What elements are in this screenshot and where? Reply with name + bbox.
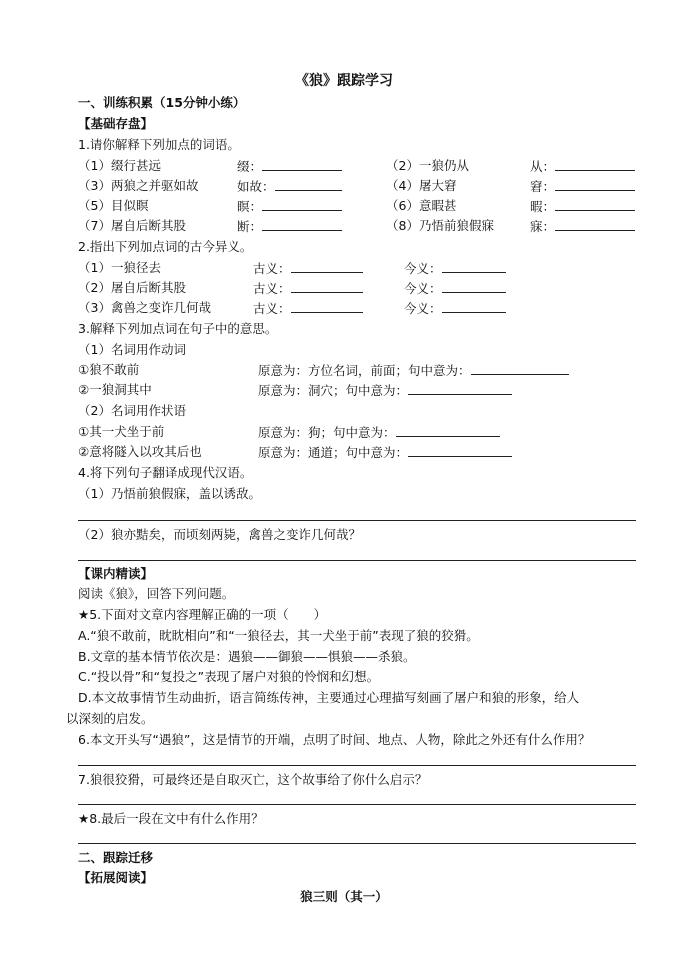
- answer-word: 如故：: [237, 179, 275, 194]
- item-phrase: 屠自后断其股: [110, 218, 186, 233]
- answer-blank[interactable]: [262, 218, 342, 231]
- answer-blank[interactable]: [555, 178, 635, 191]
- q1-answer-4: [530, 178, 635, 195]
- item-num: （3）: [78, 300, 111, 315]
- item-num: （2）: [386, 158, 419, 173]
- item-num: （1）: [78, 260, 111, 275]
- answer-word: 寐：: [530, 219, 556, 234]
- q1-item-7: [78, 218, 186, 234]
- q2-item-3: [78, 300, 211, 316]
- q1-answer-6: [530, 198, 635, 215]
- answer-blank[interactable]: [291, 260, 363, 273]
- page-title: 《狼》跟踪学习: [295, 73, 393, 89]
- q1-item-6: [386, 198, 456, 214]
- orig-meaning: 原意为：狗；句中意为：: [258, 425, 396, 440]
- q8-text: 8.最后一段在文中有什么作用？: [89, 811, 264, 826]
- item-phrase: 屠大窘: [418, 178, 457, 193]
- q2-new-3: [404, 300, 506, 317]
- q3-sub1: （1）名词用作动词: [78, 342, 186, 357]
- item-num: （1）: [78, 158, 111, 173]
- q5-stem: [78, 607, 326, 623]
- item-phrase: 缀行甚远: [110, 158, 161, 173]
- q4-sentence-1: （1）乃悟前狼假寐，盖以诱敌。: [78, 486, 261, 501]
- q2-item-2: [78, 280, 186, 296]
- q2-stem: 2.指出下列加点词的古今异义。: [78, 239, 253, 254]
- answer-word: 窘：: [530, 179, 556, 194]
- q2-old-3: [253, 300, 363, 317]
- answer-word: 暇：: [530, 199, 556, 214]
- q1-answer-3: [237, 178, 342, 195]
- reading-header: 【课内精读】: [78, 566, 154, 581]
- answer-blank[interactable]: [442, 300, 506, 313]
- answer-blank[interactable]: [275, 178, 342, 191]
- answer-blank[interactable]: [555, 218, 635, 231]
- q5-option-c: C.“投以骨”和“复投之”表现了屠户对狼的怜悯和幻想。: [78, 669, 380, 684]
- q3-a1-answer: [258, 362, 569, 379]
- answer-word: 断：: [237, 219, 263, 234]
- answer-line[interactable]: [78, 804, 636, 805]
- q2-new-1: [404, 260, 506, 277]
- q1-answer-2: [530, 158, 635, 175]
- new-label: 今义：: [404, 281, 442, 296]
- star-icon: ★: [78, 607, 90, 622]
- q1-item-8: [386, 218, 494, 234]
- item-phrase: 屠自后断其股: [110, 280, 186, 295]
- answer-line[interactable]: [78, 765, 636, 766]
- reading-intro: 阅读《狼》，回答下列问题。: [78, 586, 235, 601]
- star-icon: ★: [78, 811, 90, 826]
- q1-item-3: [78, 178, 198, 194]
- orig-meaning: 原意为：洞穴；句中意为：: [258, 383, 409, 398]
- q1-answer-5: [237, 198, 342, 215]
- answer-blank[interactable]: [291, 280, 363, 293]
- answer-word: 缀：: [237, 159, 263, 174]
- q3-stem: 3.解释下列加点词在句子中的意思。: [78, 321, 278, 336]
- answer-blank[interactable]: [262, 158, 342, 171]
- q3-b2-label: ②意将隧入以攻其后也: [78, 444, 202, 459]
- answer-blank[interactable]: [442, 280, 506, 293]
- answer-line[interactable]: [78, 843, 636, 844]
- answer-blank[interactable]: [555, 158, 635, 171]
- item-phrase: 两狼之并驱如故: [110, 178, 199, 193]
- q1-stem: 1.请你解释下列加点的词语。: [78, 137, 240, 152]
- item-phrase: 一狼仍从: [418, 158, 469, 173]
- answer-blank[interactable]: [555, 198, 635, 211]
- answer-blank[interactable]: [396, 424, 500, 437]
- q2-new-2: [404, 280, 506, 297]
- q3-b1-answer: [258, 424, 500, 441]
- item-num: （2）: [78, 280, 111, 295]
- q5-option-a: A.“狼不敢前，眈眈相向”和“一狼径去，其一犬坐于前”表现了狼的狡猾。: [78, 628, 479, 643]
- q3-b1-label: ①其一犬坐于前: [78, 424, 165, 439]
- orig-meaning: 原意为：方位名词，前面；句中意为：: [258, 363, 471, 378]
- q6-stem: 6.本文开头写“遇狼”，这是情节的开端，点明了时间、地点、人物，除此之外还有什么作用？: [78, 732, 591, 747]
- q5-option-d: D.本文故事情节生动曲折，语言简练传神，主要通过心理描写刻画了屠户和狼的形象，给人: [78, 690, 580, 705]
- section-heading-1: 一、训练积累（15分钟小练）: [78, 95, 246, 110]
- q1-item-4: [386, 178, 456, 194]
- section-heading-2: 二、跟踪迁移: [78, 850, 154, 865]
- q2-old-1: [253, 260, 363, 277]
- item-num: （6）: [386, 198, 419, 213]
- q1-answer-1: [237, 158, 342, 175]
- old-label: 古义：: [253, 281, 291, 296]
- q4-stem: 4.将下列句子翻译成现代汉语。: [78, 465, 253, 480]
- item-phrase: 禽兽之变诈几何哉: [110, 300, 211, 315]
- q1-item-5: [78, 198, 148, 214]
- answer-word: 瞑：: [237, 199, 263, 214]
- item-phrase: 意暇甚: [418, 198, 457, 213]
- answer-blank[interactable]: [408, 444, 512, 457]
- q3-a1-label: ①狼不敢前: [78, 362, 140, 377]
- new-label: 今义：: [404, 261, 442, 276]
- answer-blank[interactable]: [291, 300, 363, 313]
- extended-title: 狼三则（其一）: [300, 889, 388, 904]
- q5-option-b: B.文章的基本情节依次是：遇狼——御狼——惧狼——杀狼。: [78, 649, 416, 664]
- answer-line[interactable]: [78, 560, 636, 561]
- answer-blank[interactable]: [471, 362, 569, 375]
- q3-b2-answer: [258, 444, 512, 461]
- extended-header: 【拓展阅读】: [78, 870, 154, 885]
- q5-option-d-cont: 以深刻的启发。: [66, 711, 154, 726]
- item-num: （3）: [78, 178, 111, 193]
- item-num: （4）: [386, 178, 419, 193]
- q1-item-1: [78, 158, 161, 174]
- item-num: （5）: [78, 198, 111, 213]
- q7-stem: 7.狼很狡猾，可最终还是自取灭亡，这个故事给了你什么启示？: [78, 772, 428, 787]
- q8-stem: [78, 811, 264, 827]
- answer-blank[interactable]: [442, 260, 506, 273]
- q2-item-1: [78, 260, 161, 276]
- item-num: （7）: [78, 218, 111, 233]
- q1-answer-7: [237, 218, 342, 235]
- q1-item-2: [386, 158, 469, 174]
- item-num: （8）: [386, 218, 419, 233]
- answer-word: 从：: [530, 159, 556, 174]
- q4-sentence-2: （2）狼亦黠矣，而顷刻两毙，禽兽之变诈几何哉？: [78, 527, 361, 542]
- q3-a2-answer: [258, 382, 512, 399]
- answer-blank[interactable]: [408, 382, 512, 395]
- q3-sub2: （2）名词用作状语: [78, 403, 186, 418]
- orig-meaning: 原意为：通道；句中意为：: [258, 445, 409, 460]
- basic-header: 【基础存盘】: [78, 116, 154, 131]
- q5-text: 5.下面对文章内容理解正确的一项（ ）: [89, 607, 327, 622]
- old-label: 古义：: [253, 301, 291, 316]
- item-phrase: 目似瞑: [110, 198, 149, 213]
- old-label: 古义：: [253, 261, 291, 276]
- new-label: 今义：: [404, 301, 442, 316]
- q1-answer-8: [530, 218, 635, 235]
- item-phrase: 乃悟前狼假寐: [418, 218, 494, 233]
- q3-a2-label: ②一狼洞其中: [78, 382, 152, 397]
- answer-line[interactable]: [78, 520, 636, 521]
- item-phrase: 一狼径去: [110, 260, 161, 275]
- q2-old-2: [253, 280, 363, 297]
- answer-blank[interactable]: [262, 198, 342, 211]
